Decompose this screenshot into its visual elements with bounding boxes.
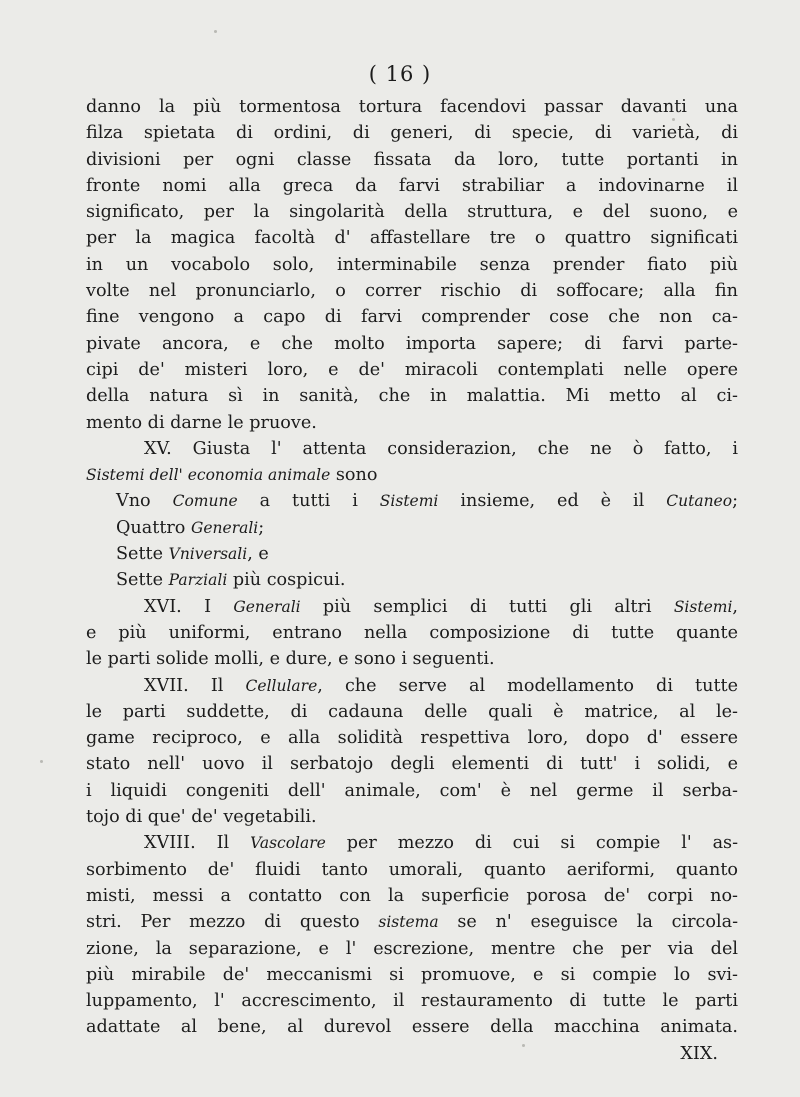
text-span: , che serve al modellamento di tutte (317, 675, 739, 696)
text-span: Il (210, 675, 224, 696)
text-line: adattate al bene, al durevol essere della macchina animata. (86, 1017, 738, 1038)
text-line: danno la più tormentosa tortura facendovi passar davanti una (86, 97, 738, 117)
italic-term: Comune (172, 492, 238, 511)
section-text: Giusta l' attenta considerazion, che ne ò fatto, i (192, 438, 739, 459)
text-line: cipi de' misteri loro, e de' miracoli contemplati nelle opere (86, 359, 738, 380)
section-xvii-heading-line (86, 673, 738, 699)
section-xv-heading-line (86, 436, 738, 462)
text-span: più semplici di tutti gli altri (322, 596, 652, 617)
text-line: più mirabile de' meccanismi si promuove, e si compie lo svi- (86, 964, 738, 985)
text-span: sono (335, 465, 378, 486)
section-xvi-heading-line (86, 594, 738, 620)
italic-term: Cellulare (245, 676, 318, 695)
italic-term: Sistemi dell' economia animale (86, 466, 331, 485)
text-span: Il (216, 833, 230, 854)
list-item (86, 567, 738, 593)
text-line: mento di darne le pruove. (86, 412, 317, 433)
italic-term: Sistemi (379, 492, 439, 511)
text-line: fronte nomi alla greca da farvi strabiliar a indovinarne il (86, 175, 738, 196)
text-span: a tutti i (259, 491, 358, 512)
text-line: in un vocabolo solo, interminabile senza prender fiato più (86, 254, 738, 275)
text-span: Quattro (116, 517, 186, 538)
list-item (86, 541, 738, 567)
text-line: le parti solide molli, e dure, e sono i seguenti. (86, 649, 495, 670)
text-line: fine vengono a capo di farvi comprender cose che non ca- (86, 307, 738, 328)
text-line: divisioni per ogni classe fissata da loro, tutte portanti in (86, 149, 738, 170)
list-item (86, 488, 738, 514)
text-line: game reciproco, e alla solidità respettiva loro, dopo d' essere (86, 728, 738, 749)
italic-term: sistema (378, 913, 439, 932)
paper-speck (522, 1044, 525, 1047)
paper-speck (214, 30, 217, 33)
italic-term: Cutaneo (666, 492, 733, 511)
text-line: stato nell' uovo il serbatojo degli elementi di tutt' i solidi, e (86, 754, 738, 775)
text-line: per la magica facoltà d' affastellare tre o quattro significati (86, 228, 738, 249)
text-line: tojo di que' de' vegetabili. (86, 807, 317, 828)
text-span: stri. Per mezzo di questo (86, 912, 360, 933)
page-number: ( 16 ) (368, 62, 432, 86)
text-span: Sette (116, 570, 164, 591)
catchword: XIX. (680, 1043, 718, 1064)
text-line: le parti suddette, di cadauna delle quali è matrice, al le- (86, 701, 738, 722)
text-line: e più uniformi, entrano nella composizione di tutte quante (86, 622, 738, 643)
section-xviii-heading-line (86, 830, 738, 856)
section-number: XVI. (144, 596, 182, 617)
italic-term: Vniversali (168, 545, 248, 564)
text-span: I (204, 596, 212, 617)
text-line: filza spietata di ordini, di generi, di specie, di varietà, di (86, 123, 738, 144)
text-span: ; (258, 517, 265, 538)
text-span: insieme, ed è il (460, 491, 645, 512)
text-line: sorbimento de' fluidi tanto umorali, quanto aeriformi, quanto (86, 859, 738, 880)
text-span: più cospicui. (232, 570, 346, 591)
text-span: Vno (116, 491, 151, 512)
section-number: XVII. (144, 675, 189, 696)
text-line: zione, la separazione, e l' escrezione, mentre che per via del (86, 938, 738, 959)
text-span: se n' eseguisce la circola- (457, 912, 739, 933)
text-line: i liquidi congeniti dell' animale, com' è nel germe il serba- (86, 780, 738, 801)
italic-term: Generali (190, 518, 259, 537)
text-line: volte nel pronunciarlo, o correr rischio di soffocare; alla fin (86, 281, 738, 302)
text-line: pivate ancora, e che molto importa sapere; di farvi parte- (86, 333, 738, 354)
text-line: significato, per la singolarità della struttura, e del suono, e (86, 202, 738, 223)
text-line: della natura sì in sanità, che in malattia. Mi metto al ci- (86, 386, 738, 407)
italic-term: Vascolare (250, 834, 326, 853)
section-number: XVIII. (144, 833, 196, 854)
text-span: ; (732, 491, 739, 512)
text-line: luppamento, l' accrescimento, il restauramento di tutte le parti (86, 991, 738, 1012)
text-span: Sette (116, 544, 164, 565)
italic-term: Parziali (168, 571, 228, 590)
list-item (86, 515, 738, 541)
text-line (86, 909, 738, 935)
text-span: per mezzo di cui si compie l' as- (346, 833, 739, 854)
italic-term: Generali (233, 597, 301, 616)
text-block (86, 94, 738, 1067)
paper-speck (672, 118, 675, 121)
section-xv-line (86, 462, 738, 488)
paper-speck (40, 760, 43, 763)
section-number: XV. (144, 438, 172, 459)
italic-term: Sistemi (673, 597, 733, 616)
text-span: , (732, 596, 738, 617)
text-line: misti, messi a contatto con la superficie porosa de' corpi no- (86, 885, 738, 906)
text-span: , e (247, 544, 269, 565)
